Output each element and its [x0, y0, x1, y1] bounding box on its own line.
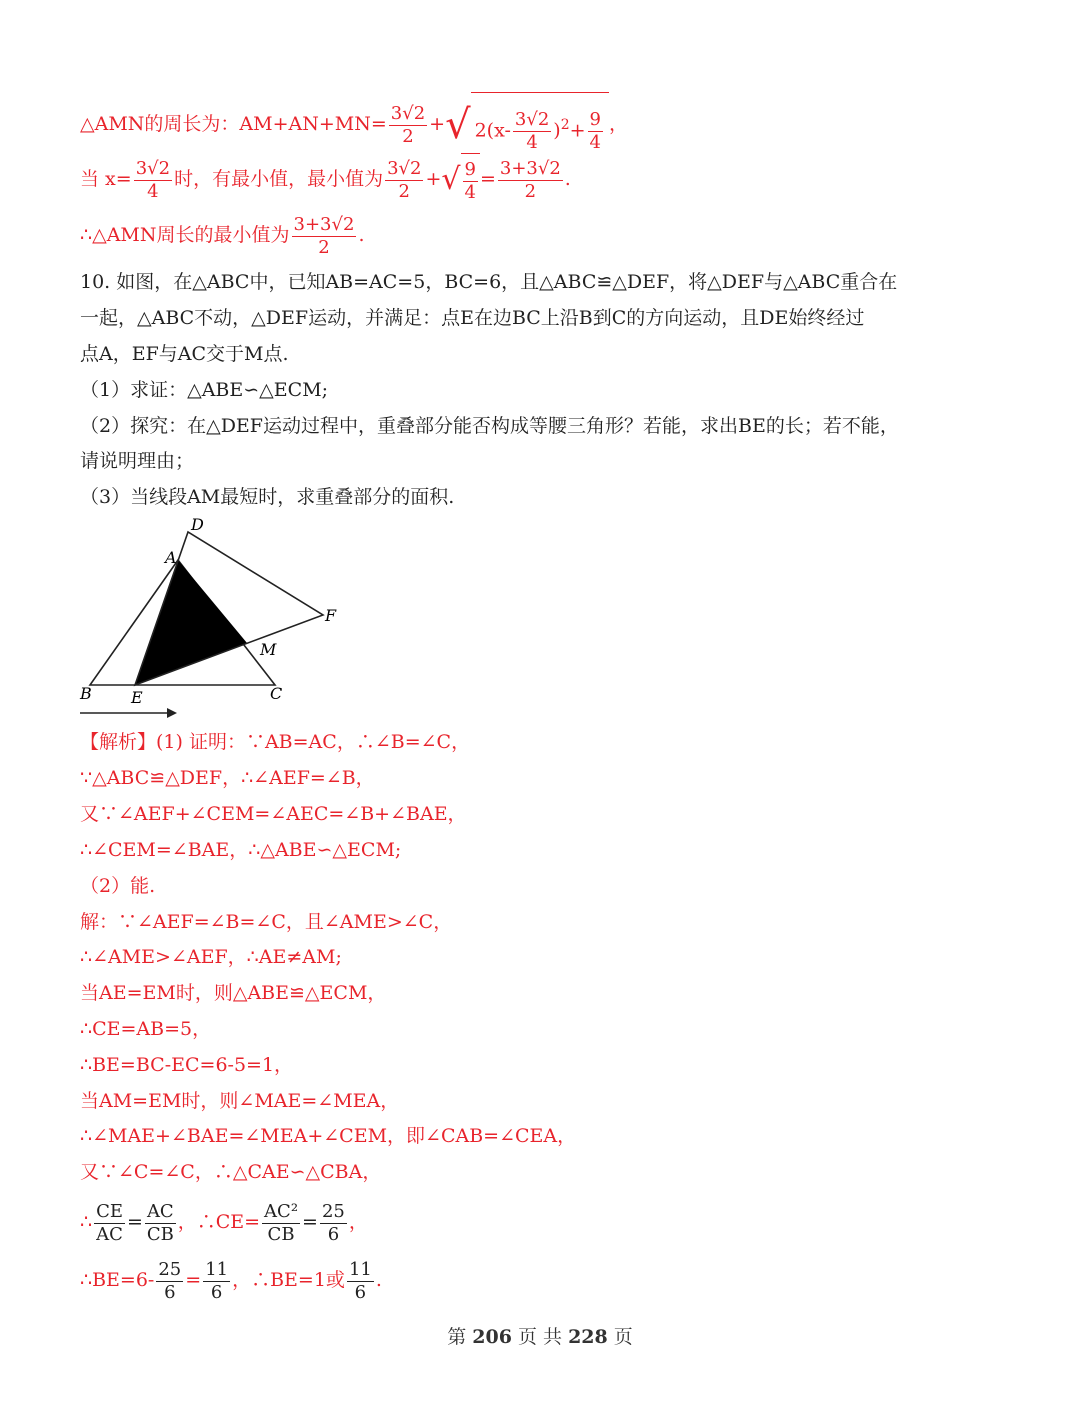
prev-solution-line-2: 当 x= $\frac{3√2}{4}$ 时，有最小值，最小值为 $\frac{3√2}{2}$ +√ $\frac{9}{4}$ = $\frac{3+3√2}{2}$ .: [80, 152, 571, 208]
triangle-figure: [75, 515, 345, 725]
current-page-number: 206: [472, 1326, 512, 1348]
solution-line-3: 又∵∠AEF+∠CEM=∠AEC=∠B+∠BAE，: [80, 803, 467, 825]
fraction-3root2-over-2: $\frac{3√2}{2}$: [390, 102, 426, 147]
label-f: F: [325, 606, 337, 625]
solution-line-7: ∴∠AME>∠AEF，∴AE≠AM;: [80, 946, 342, 968]
question-2b: 请说明理由；: [80, 450, 195, 472]
solution-line-10: ∴BE=BC-EC=6-5=1，: [80, 1054, 294, 1076]
solution-line-4: ∴∠CEM=∠BAE，∴△ABE∽△ECM;: [80, 839, 402, 861]
solution-line-5: （2）能.: [80, 875, 156, 897]
direction-arrow-head: [167, 708, 177, 718]
overlap-region: [135, 560, 247, 685]
solution-line-9: ∴CE=AB=5，: [80, 1018, 212, 1040]
label-d: D: [191, 515, 204, 534]
big-radical: √ 2(x- $\frac{3√2}{4}$ )$^2$+ $\frac{9}{4}$: [445, 92, 609, 158]
solution-line-11: 当AM=EM时，则∠MAE=∠MEA，: [80, 1090, 400, 1112]
solution-line-1: 【解析】(1) 证明：∵AB=AC，∴∠B=∠C，: [80, 731, 471, 753]
solution-line-12: ∴∠MAE+∠BAE=∠MEA+∠CEM，即∠CAB=∠CEA，: [80, 1125, 577, 1147]
question-1: （1）求证：△ABE∽△ECM;: [80, 379, 329, 401]
prev-solution-line-3: ∴△AMN周长的最小值为 $\frac{3+3√2}{2}$ .: [80, 213, 365, 258]
solution-line-14: ∴ $\frac{CE}{AC}$ = $\frac{AC}{CB}$ ，∴CE= $\frac{\text{AC²}}{CB}$ = $\frac{25}{6}$ ，: [80, 1200, 368, 1245]
problem-line-2: 一起，△ABC不动，△DEF运动，并满足：点E在边BC上沿B到C的方向运动，且DE始终经过: [80, 307, 865, 329]
label-m: M: [260, 640, 277, 659]
question-3: （3）当线段AM最短时，求重叠部分的面积.: [80, 486, 455, 508]
question-2a: （2）探究：在△DEF运动过程中，重叠部分能否构成等腰三角形？若能，求出BE的长；若不能，: [80, 415, 899, 437]
total-page-count: 228: [568, 1326, 608, 1348]
perimeter-expression-label: △AMN的周长为：AM+AN+MN=: [80, 113, 387, 136]
solution-line-15: ∴BE=6- $\frac{25}{6}$ = $\frac{11}{6}$ ，∴BE=1或 $\frac{11}{6}$ .: [80, 1258, 382, 1303]
solution-line-8: 当AE=EM时，则△ABE≌△ECM，: [80, 982, 387, 1004]
label-a: A: [165, 548, 177, 567]
prev-solution-line-1: △AMN的周长为：AM+AN+MN= $\frac{3√2}{2}$ +√ 2(x- $\frac{3√2}{4}$ )$^2$+ $\frac{9}{4}$ ，: [80, 92, 628, 158]
problem-line-3: 点A，EF与AC交于M点.: [80, 343, 289, 365]
solution-line-2: ∵△ABC≌△DEF，∴∠AEF=∠B，: [80, 767, 375, 789]
label-b: B: [80, 684, 92, 703]
solution-line-13: 又∵∠C=∠C，∴△CAE∽△CBA，: [80, 1161, 382, 1183]
solution-line-6: 解：∵∠AEF=∠B=∠C，且∠AME>∠C，: [80, 911, 453, 933]
label-c: C: [270, 684, 283, 703]
problem-line-1: 10. 如图，在△ABC中，已知AB=AC=5，BC=6，且△ABC≌△DEF，将△DEF与△ABC重合在: [80, 271, 898, 293]
page-footer: 第 206 页 共 228 页: [447, 1326, 633, 1348]
label-e: E: [131, 688, 143, 707]
